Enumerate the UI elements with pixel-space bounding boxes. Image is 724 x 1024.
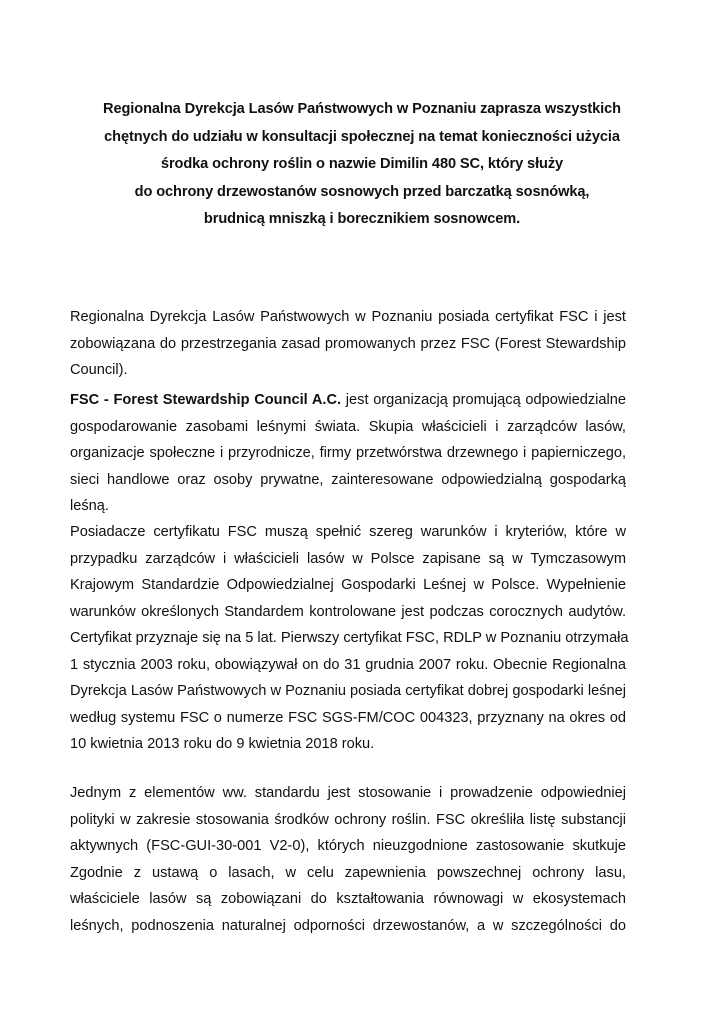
paragraph-line: polityki w zakresie stosowania środków ochrony roślin. FSC określiła listę substancji	[70, 811, 626, 828]
paragraph-line: Regionalna Dyrekcja Lasów Państwowych w Poznaniu posiada certyfikat FSC i jest	[70, 309, 626, 325]
heading-line: środka ochrony roślin o nazwie Dimilin 480 SC, który służy	[160, 156, 564, 172]
fsc-bold-term: FSC - Forest Stewardship Council A.C.	[70, 392, 342, 408]
paragraph-line: Certyfikat przyznaje się na 5 lat. Pierwszy certyfikat FSC, RDLP w Poznaniu otrzymała	[70, 630, 629, 646]
paragraph-fsc-certificate	[70, 304, 626, 384]
paragraph-line-rest: jest organizacją promującą odpowiedzialne	[341, 392, 626, 408]
paragraph-line: warunków określonych Standardem kontrolowane jest podczas corocznych audytów.	[70, 603, 626, 620]
paragraph-line: Posiadacze certyfikatu FSC muszą spełnić szereg warunków i kryteriów, które w	[70, 524, 626, 540]
document-heading	[60, 96, 664, 234]
heading-line: brudnicą mniszką i borecznikiem sosnowcem.	[203, 211, 521, 227]
paragraph-line: aktywnych (FSC-GUI-30-001 V2-0), których nieuzgodnione zastosowanie skutkuje	[70, 838, 626, 854]
paragraph-line: leśnych, podnoszenia naturalnej odporności drzewostanów, a w szczególności do	[70, 917, 626, 934]
paragraph-line: gospodarowanie zasobami leśnymi świata. Skupia właścicieli i zarządców lasów,	[70, 418, 626, 435]
paragraph-line: Krajowym Standardzie Odpowiedzialnej Gospodarki Leśnej w Polsce. Wypełnienie	[70, 577, 626, 593]
paragraph-line	[70, 387, 626, 414]
paragraph-line: leśną.	[70, 498, 109, 514]
paragraph-line: Dyrekcja Lasów Państwowych w Poznaniu posiada certyfikat dobrej gospodarki leśnej	[70, 683, 626, 699]
paragraph-line: 10 kwietnia 2013 roku do 9 kwietnia 2018 roku.	[70, 736, 375, 752]
paragraph-plant-protection-policy	[70, 780, 626, 939]
paragraph-line: Council).	[70, 362, 128, 378]
heading-line: do ochrony drzewostanów sosnowych przed barczatką sosnówką,	[134, 183, 590, 200]
paragraph-line: Zgodnie z ustawą o lasach, w celu zapewnienia powszechnej ochrony lasu,	[70, 864, 626, 881]
paragraph-line: sieci handlowe oraz osoby prywatne, zainteresowane odpowiedzialną gospodarką	[70, 471, 626, 488]
paragraph-line: właściciele lasów są zobowiązani do kształtowania równowagi w ekosystemach	[70, 891, 626, 907]
paragraph-fsc-definition	[70, 387, 626, 520]
paragraph-line: według systemu FSC o numerze FSC SGS-FM/COC 004323, przyznany na okres od	[70, 709, 626, 726]
heading-line: chętnych do udziału w konsultacji społecznej na temat konieczności użycia	[104, 128, 620, 145]
paragraph-certificate-holders	[70, 519, 629, 758]
paragraph-line: Jednym z elementów ww. standardu jest stosowanie i prowadzenie odpowiedniej	[70, 785, 626, 801]
paragraph-line: 1 stycznia 2003 roku, obowiązywał on do 31 grudnia 2007 roku. Obecnie Regionalna	[70, 656, 626, 673]
paragraph-line: organizacje społeczne i przyrodnicze, firmy przetwórstwa drzewnego i papierniczego,	[70, 445, 626, 461]
paragraph-line: przypadku zarządców i właścicieli lasów w Polsce zapisane są w Tymczasowym	[70, 550, 626, 567]
heading-line: Regionalna Dyrekcja Lasów Państwowych w Poznaniu zaprasza wszystkich	[103, 101, 621, 117]
paragraph-line: zobowiązana do przestrzegania zasad promowanych przez FSC (Forest Stewardship	[70, 335, 626, 352]
